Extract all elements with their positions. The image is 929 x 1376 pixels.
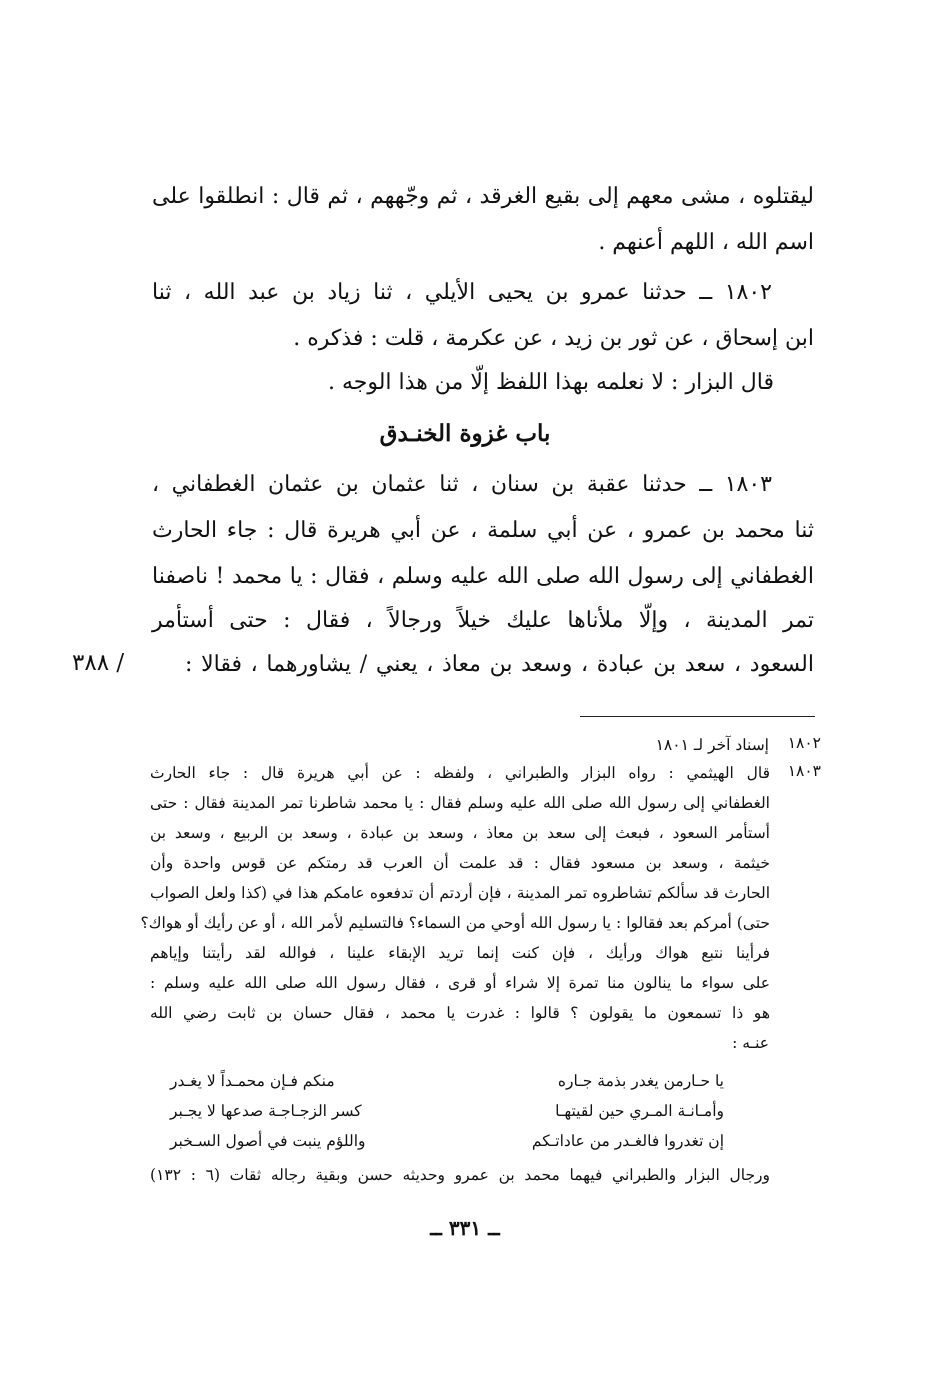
footnote-1803-line-6: حتى) أمركم بعد فقالوا : يا رسول الله أوحي من السماء؟ فالتسليم لأمر الله ، أو عن رأيك أو هواك؟ [140,914,770,932]
main-line-6: ١٨٠٣ ــ حدثنا عقبة بن سنان ، ثنا عثمان بن عثمان الغطفاني ، [152,472,772,497]
verse-3-second-hemistich: واللؤم ينبت في أصول السـخبر [170,1132,366,1150]
verse-1-first-hemistich: يا حـارمن يغدر بذمة جـاره [557,1072,724,1090]
main-line-4: ابن إسحاق ، عن ثور بن زيد ، عن عكرمة ، قلت : فذكره . [293,326,814,351]
main-line-7: ثنا محمد بن عمرو ، عن أبي سلمة ، عن أبي هريرة قال : جاء الحارث [152,518,814,543]
main-line-3: ١٨٠٢ ــ حدثنا عمرو بن يحيى الأيلي ، ثنا زياد بن عبد الله ، ثنا [152,280,772,305]
section-heading: باب غزوة الخنـدق [379,420,551,447]
footnote-1803-line-5: الحارث قد سألكم تشاطروه تمر المدينة ، فإن أردتم أن تدفعوه عامكم هذا في (كذا ولعل الصواب [150,884,770,902]
footnote-1803-line-10: عنـه : [732,1034,769,1052]
footnote-1803-source-line: ورجال البزار والطبراني فيهما محمد بن عمرو وحديثه حسن وبقية رجاله ثقات (٦ : ١٣٢) [150,1166,770,1184]
footnote-1803-line-2: الغطفاني إلى رسول الله صلى الله عليه وسلم فقال : يا محمد شاطرنا تمر المدينة فقال : حتى [150,794,770,812]
verse-2-second-hemistich: كسر الزجـاجـة صدعها لا يجـبر [170,1102,362,1120]
footnote-1803-line-1: قال الهيثمي : رواه البزار والطبراني ، ولفظه : عن أبي هريرة قال : جاء الحارث [150,764,770,782]
footnote-1803-line-4: خيثمة ، وسعد بن مسعود فقال : قد علمت أن العرب قد رمتكم عن قوس واحدة وأن [150,854,770,872]
manuscript-folio-marker: / ٣٨٨ [72,650,125,676]
main-line-2: اسم الله ، اللهم أعنهم . [598,230,814,255]
verse-3-first-hemistich: إن تغدروا فالغـدر من عاداتـكم [531,1132,724,1150]
verse-1-second-hemistich: منكم فـإن محمـداً لا يغـدر [170,1072,335,1090]
footnote-1802-text: إسناد آخر لـ ١٨٠١ [655,736,769,754]
main-line-1: ليقتلوه ، مشى معهم إلى بقيع الغرقد ، ثم وجّههم ، ثم قال : انطلقوا على [152,184,814,209]
footnote-1803-line-9: هو ذا تسمعون ما يقولون ؟ قالوا : غدرت يا محمد ، فقال حسان بن ثابت رضي الله [150,1004,770,1022]
verse-2-first-hemistich: وأمـانـة المـري حين لقيتهـا [555,1102,724,1120]
main-line-5: قال البزار : لا نعلمه بهذا اللفظ إلّا من هذا الوجه . [327,370,774,395]
footnote-1803-line-3: أستأمر السعود ، فبعث إلى سعد بن معاذ ، وسعد بن عبادة ، وسعد بن الربيع ، وسعد بن [150,824,770,842]
footnote-number-1803: ١٨٠٣ [787,762,821,780]
page-number: ــ ٣٣١ ــ [430,1216,500,1240]
footnote-1803-line-8: على سواء ما ينالون منا تمرة إلا شراء أو قرى ، فقال رسول الله صلى الله عليه وسلم : [150,974,770,992]
footnote-1803-line-7: فرأينا نتبع هواك ورأيك ، فإن كنت إنما تريد الإبقاء علينا ، فوالله لقد رأيتنا وإياهم [150,944,770,962]
footnote-number-1802: ١٨٠٢ [787,734,821,752]
main-line-8: الغطفاني إلى رسول الله صلى الله عليه وسلم ، فقال : يا محمد ! ناصفنا [152,564,814,589]
main-line-10: السعود ، سعد بن عبادة ، وسعد بن معاذ ، يعني / يشاورهما ، فقالا : [185,652,814,677]
footnote-separator [580,716,815,717]
main-line-9: تمر المدينة ، وإلّا ملأناها عليك خيلاً ورجالاً ، فقال : حتى أستأمر [152,608,814,633]
